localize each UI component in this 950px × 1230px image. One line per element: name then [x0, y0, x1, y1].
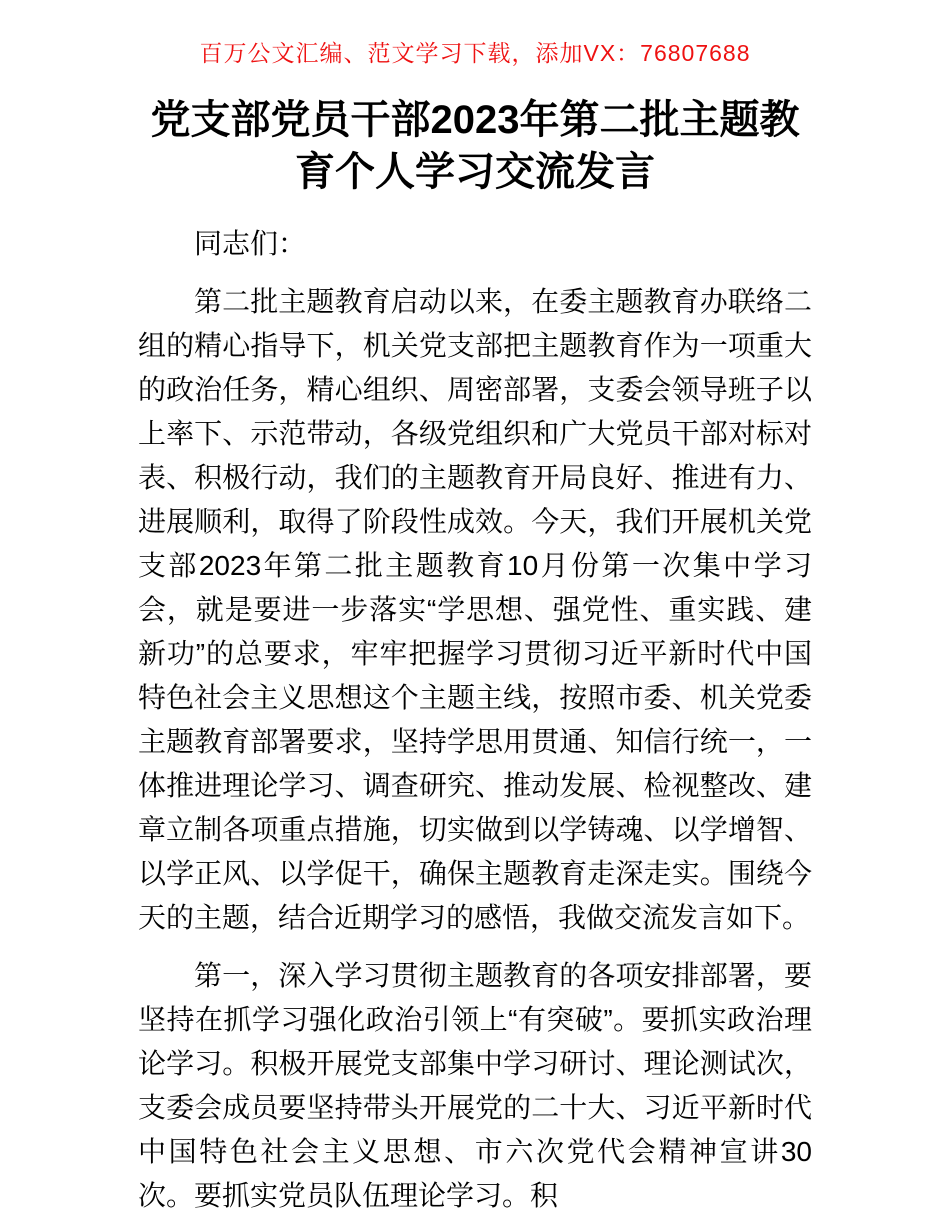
paragraph-1: 第二批主题教育启动以来，在委主题教育办联络二组的精心指导下，机关党支部把主题教育作为一项重大的政治任务，精心组织、周密部署，支委会领导班子以上率下、示范带动，各级党组织和广大党员干部对标对表、积极行动，我们的主题教育开局良好、推进有力、进展顺利，取得了阶段性成效。今天，我们开展机关党支部2023年第二批主题教育10月份第一次集中学习会，就是要进一步落实“学思想、强党性、重实践、建新功”的总要求，牢牢把握学习贯彻习近平新时代中国特色社会主义思想这个主题主线，按照市委、机关党委主题教育部署要求，坚持学思用贯通、知信行统一，一体推进理论学习、调查研究、推动发展、检视整改、建章立制各项重点措施，切实做到以学铸魂、以学增智、以学正风、以学促干，确保主题教育走深走实。围绕今天的主题，结合近期学习的感悟，我做交流发言如下。 — [138, 286, 812, 933]
salutation: 同志们： — [194, 228, 307, 259]
document-body — [138, 222, 812, 1218]
watermark-text: 百万公文汇编、范文学习下载，添加VX：76807688 — [199, 40, 751, 66]
paragraph-2: 第一，深入学习贯彻主题教育的各项安排部署，要坚持在抓学习强化政治引领上“有突破”。要抓实政治理论学习。积极开展党支部集中学习研讨、理论测试次，支委会成员要坚持带头开展党的二十大、习近平新时代中国特色社会主义思想、市六次党代会精神宣讲30次。要抓实党员队伍理论学习。积 — [138, 960, 812, 1211]
page-title: 党支部党员干部2023年第二批主题教育个人学习交流发言 — [150, 98, 800, 194]
